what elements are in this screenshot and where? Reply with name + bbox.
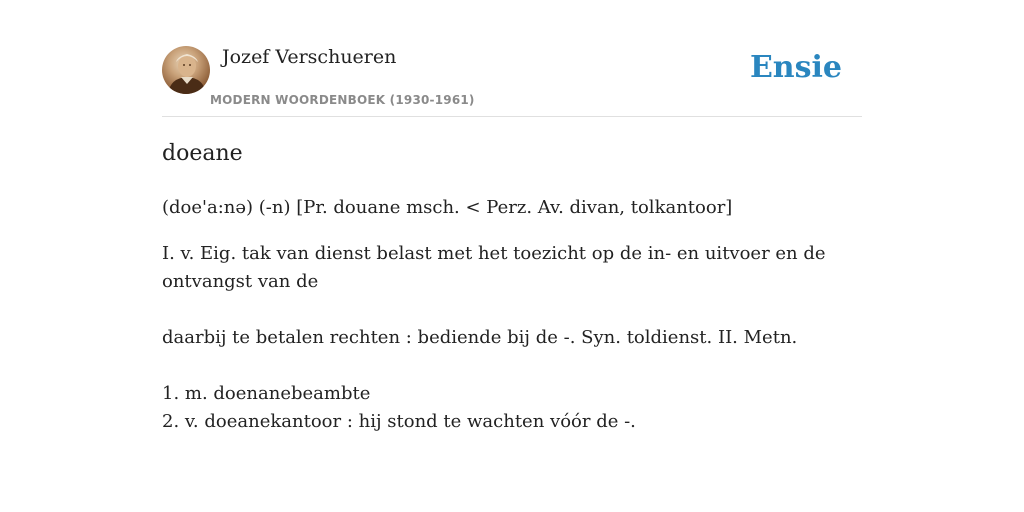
entry-header <box>162 46 862 117</box>
sense-item: 2. v. doeanekantoor : hij stond te wachten vóór de -. <box>162 411 636 432</box>
entry-content <box>162 138 842 436</box>
author-portrait-icon <box>162 46 210 94</box>
spacer <box>162 352 842 380</box>
headword: doeane <box>162 141 243 166</box>
spacer <box>162 222 842 240</box>
author-avatar[interactable] <box>162 46 210 94</box>
source-label[interactable]: MODERN WOORDENBOEK (1930-1961) <box>210 93 475 107</box>
spacer <box>162 296 842 324</box>
definition-part-2: daarbij te betalen rechten : bediende bij de -. Syn. toldienst. II. Metn. <box>162 327 798 348</box>
brand-logo[interactable]: Ensie <box>749 50 842 85</box>
definition-part-1: I. v. Eig. tak van dienst belast met het toezicht op de in- en uitvoer en de ontvangst van de <box>162 243 826 292</box>
sense-item: 1. m. doenanebeambte <box>162 383 371 404</box>
etymology: (doe'a:nə) (-n) [Pr. douane msch. < Perz. Av. divan, tolkantoor] <box>162 197 733 218</box>
author-name[interactable]: Jozef Verschueren <box>222 46 397 68</box>
